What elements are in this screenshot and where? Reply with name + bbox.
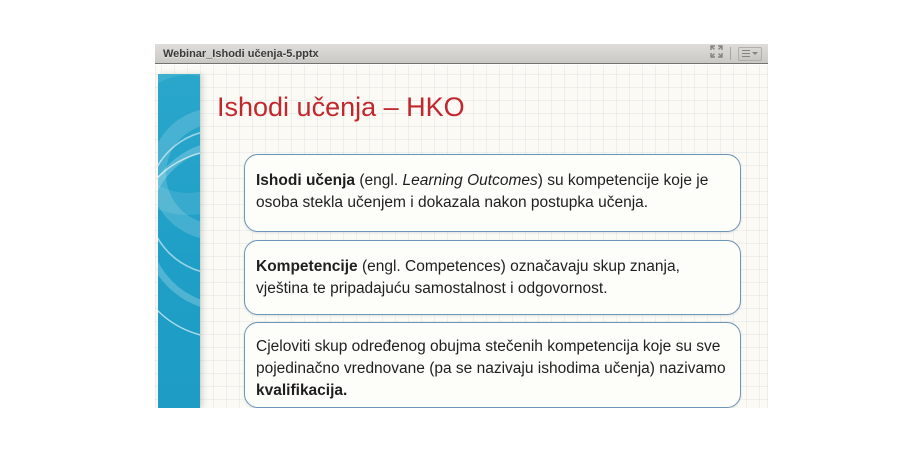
slide-canvas: [155, 65, 768, 408]
box1-term: Ishodi učenja: [256, 172, 356, 189]
wave-decoration: [158, 74, 200, 408]
document-viewer-window: [155, 44, 768, 408]
box1-english-term: Learning Outcomes: [402, 172, 538, 189]
definition-box-ishodi-ucenja: [244, 154, 741, 232]
definition-box-kompetencije: [244, 240, 741, 315]
box2-term: Kompetencije: [256, 258, 358, 275]
fullscreen-button[interactable]: [707, 46, 725, 62]
box1-text: (engl.: [355, 172, 403, 189]
box1-text-rest: ) su kompetencije koje je osoba stekla učenjem i dokazala nakon postupka učenja.: [256, 172, 709, 211]
menu-icon: [742, 50, 750, 57]
definition-box-kvalifikacija: [244, 322, 741, 408]
slide-accent-band: [158, 74, 200, 408]
box3-term: kvalifikacija.: [256, 382, 348, 399]
fullscreen-expand-icon: [710, 45, 723, 63]
titlebar-divider: [730, 47, 731, 60]
document-title: Webinar_Ishodi učenja-5.pptx: [163, 47, 319, 60]
box2-text-rest: (engl. Competences) označavaju skup znanja, vještina te pripadajuću samostalnost i odgovornost.: [256, 258, 680, 297]
window-titlebar: [155, 44, 768, 64]
chevron-down-icon: [752, 52, 758, 55]
slide-title: Ishodi učenja – HKO: [217, 92, 465, 122]
box3-text: Cjeloviti skup određenog obujma stečenih kompetencija koje su sve pojedinačno vrednovane (pa se nazivaju ishodima učenja) nazivamo: [256, 338, 726, 377]
viewer-menu-button[interactable]: [738, 47, 762, 61]
